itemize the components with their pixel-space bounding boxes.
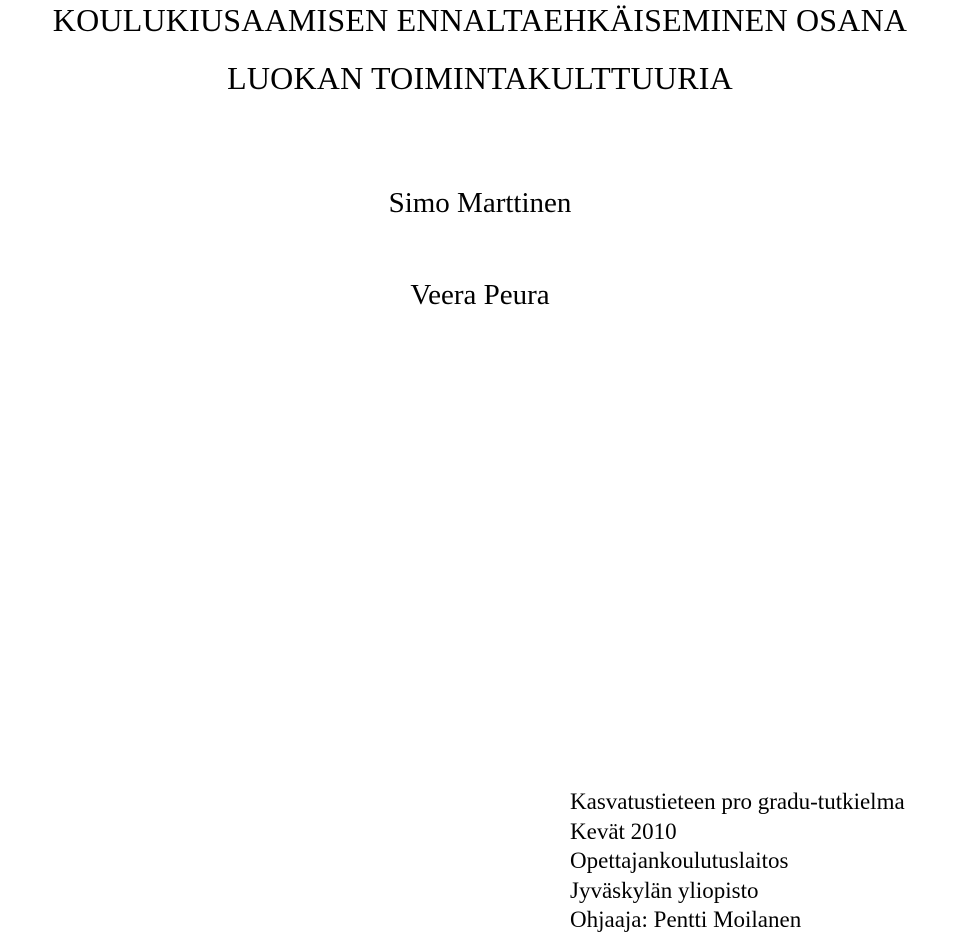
title-line-1: KOULUKIUSAAMISEN ENNALTAEHKÄISEMINEN OSANA — [52, 2, 908, 38]
author-2: Veera Peura — [410, 279, 550, 311]
thesis-type: Kasvatustieteen pro gradu-tutkielma — [570, 789, 905, 814]
department: Opettajankoulutuslaitos — [570, 848, 789, 873]
title-line-2: LUOKAN TOIMINTAKULTTUURIA — [227, 60, 733, 96]
supervisor: Ohjaaja: Pentti Moilanen — [570, 907, 802, 932]
university: Jyväskylän yliopisto — [570, 877, 759, 903]
author-1: Simo Marttinen — [388, 187, 572, 219]
term: Kevät 2010 — [570, 818, 677, 844]
thesis-info-block — [570, 787, 905, 935]
